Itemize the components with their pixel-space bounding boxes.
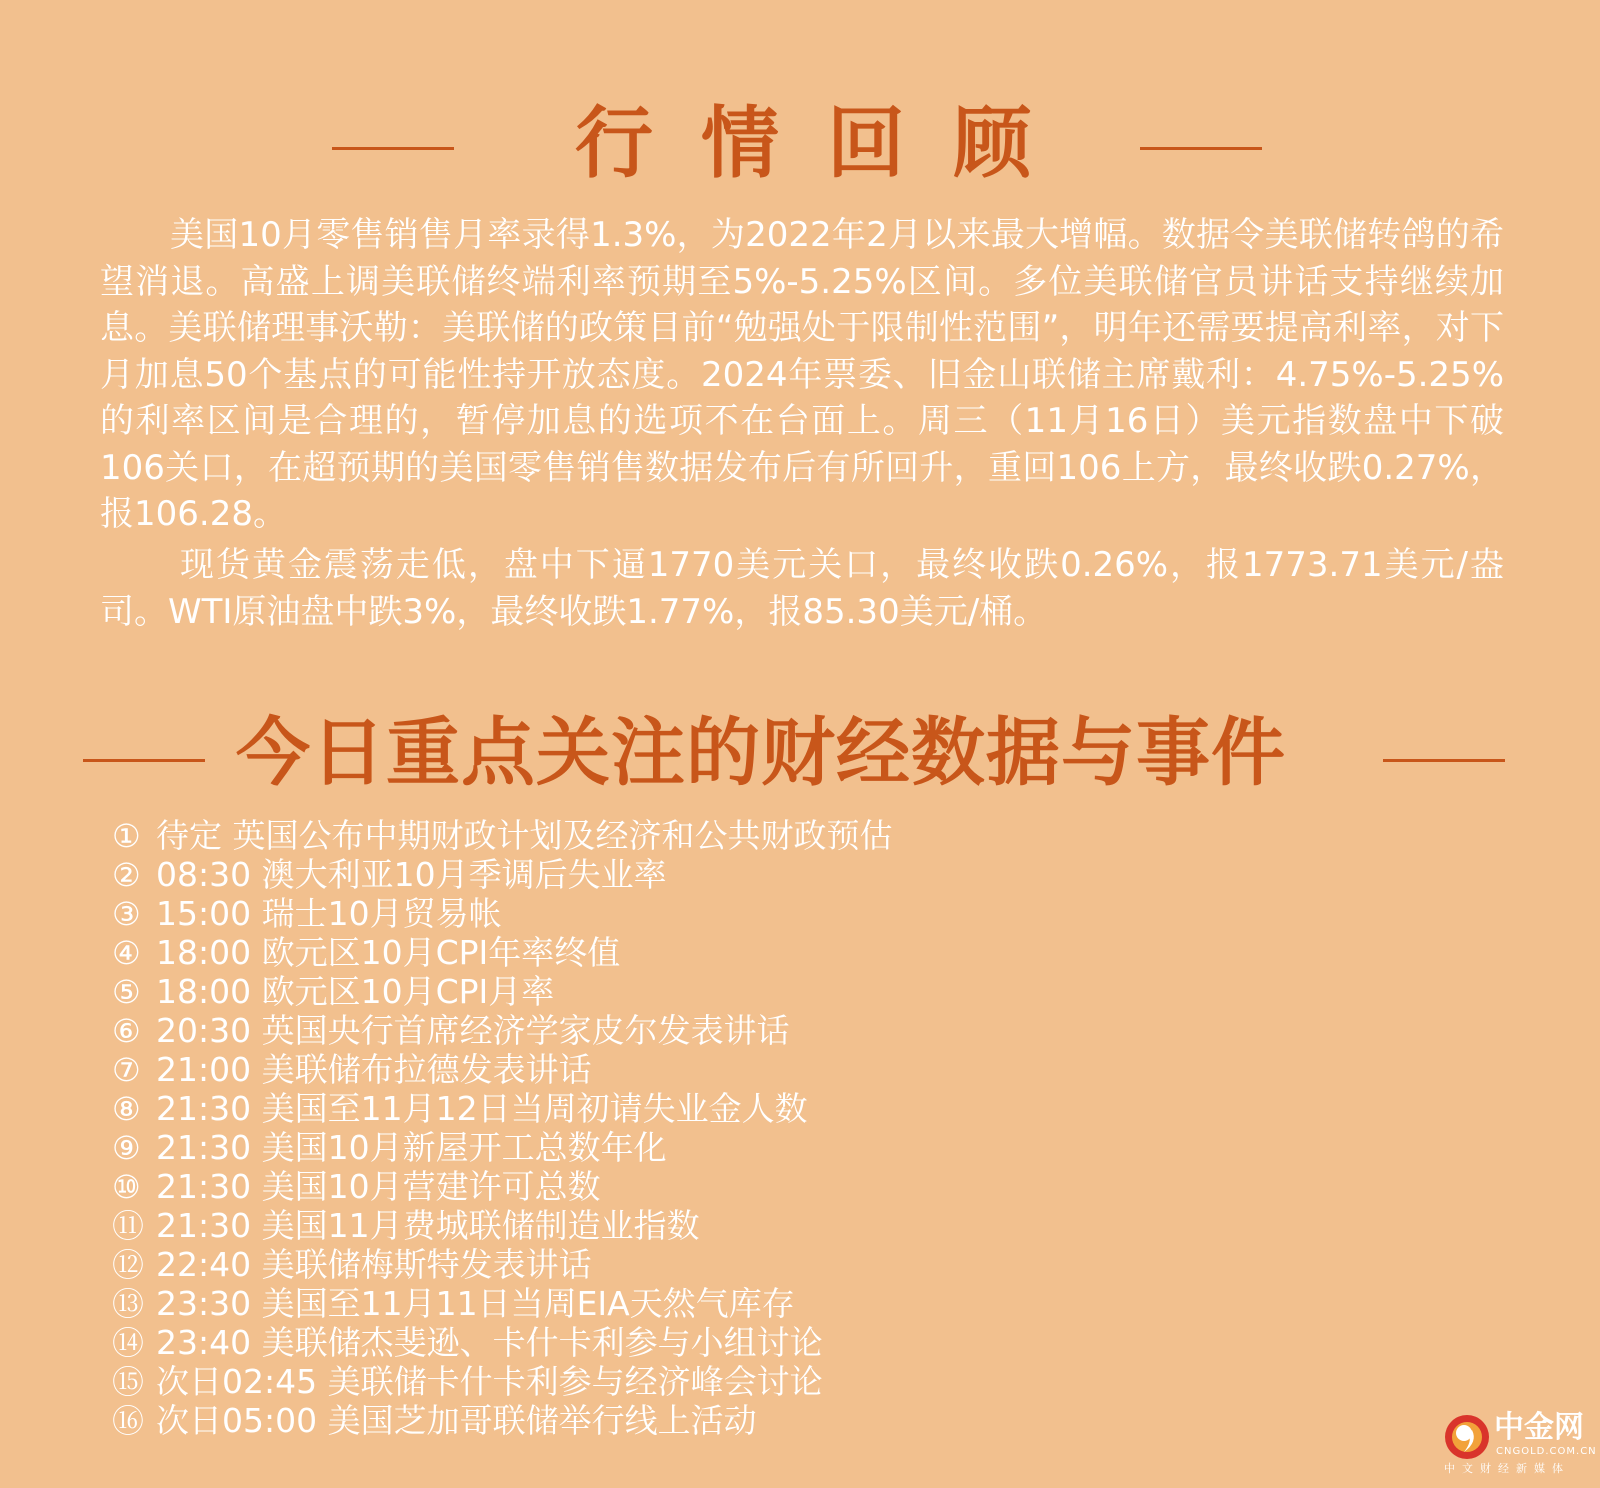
list-item xyxy=(112,1401,893,1440)
item-number: ⑮ xyxy=(112,1363,145,1401)
item-text: 23:30 美国至11月11日当周EIA天然气库存 xyxy=(156,1284,795,1323)
item-number: ⑬ xyxy=(112,1285,145,1323)
item-number: ④ xyxy=(112,934,141,972)
item-text: 15:00 瑞士10月贸易帐 xyxy=(156,894,502,933)
item-text: 21:30 美国11月费城联储制造业指数 xyxy=(156,1206,700,1245)
item-number: ⑤ xyxy=(112,973,141,1011)
item-number: ② xyxy=(112,856,141,894)
list-item xyxy=(112,1089,893,1128)
item-number: ⑫ xyxy=(112,1246,145,1284)
list-item xyxy=(112,1323,893,1362)
item-text: 18:00 欧元区10月CPI年率终值 xyxy=(156,933,621,972)
heading-decor-line-left xyxy=(332,147,454,150)
heading-decor-line-right xyxy=(1140,147,1262,150)
cngold-logo-icon xyxy=(1442,1412,1492,1462)
item-number: ⑩ xyxy=(112,1168,141,1206)
item-number: ⑦ xyxy=(112,1051,141,1089)
list-item xyxy=(112,1167,893,1206)
section2-title: 今日重点关注的财经数据与事件 xyxy=(236,710,1286,796)
item-text: 21:30 美国10月营建许可总数 xyxy=(156,1167,601,1206)
item-number: ⑪ xyxy=(112,1207,145,1245)
item-text: 次日02:45 美联储卡什卡利参与经济峰会讨论 xyxy=(156,1362,823,1401)
item-text: 20:30 英国央行首席经济学家皮尔发表讲话 xyxy=(156,1011,790,1050)
list-item xyxy=(112,1245,893,1284)
item-text: 23:40 美联储杰斐逊、卡什卡利参与小组讨论 xyxy=(156,1323,823,1362)
item-number: ⑧ xyxy=(112,1090,141,1128)
list-item xyxy=(112,972,893,1011)
item-number: ⑥ xyxy=(112,1012,141,1050)
list-item xyxy=(112,816,893,855)
list-item xyxy=(112,933,893,972)
item-text: 18:00 欧元区10月CPI月率 xyxy=(156,972,555,1011)
item-number: ⑭ xyxy=(112,1324,145,1362)
market-review-paragraph-1: 美国10月零售销售月率录得1.3%，为2022年2月以来最大增幅。数据令美联储转鸽的希望消退。高盛上调美联储终端利率预期至5%-5.25%区间。多位美联储官员讲话支持继续加息。美联储理事沃勒：美联储的政策目前“勉强处于限制性范围”，明年还需要提高利率，对下月加息50个基点的可能性持开放态度。2024年票委、旧金山联储主席戴利：4.75%-5.25%的利率区间是合理的，暂停加息的选项不在台面上。周三（11月16日）美元指数盘中下破106关口，在超预期的美国零售销售数据发布后有所回升，重回106上方，最终收跌0.27%，报106.28。 xyxy=(100,215,1504,534)
list-item xyxy=(112,855,893,894)
market-review-paragraph-2: 现货黄金震荡走低，盘中下逼1770美元关口，最终收跌0.26%，报1773.71美元/盎司。WTI原油盘中跌3%，最终收跌1.77%，报85.30美元/桶。 xyxy=(100,545,1504,632)
logo-tagline: 中文财经新媒体 xyxy=(1444,1462,1570,1475)
heading-decor-line-left xyxy=(83,759,205,762)
item-text: 21:30 美国至11月12日当周初请失业金人数 xyxy=(156,1089,808,1128)
item-number: ⑯ xyxy=(112,1402,145,1440)
list-item xyxy=(112,1284,893,1323)
logo-domain: CNGOLD.COM.CN xyxy=(1496,1446,1597,1457)
item-text: 待定 英国公布中期财政计划及经济和公共财政预估 xyxy=(156,816,893,855)
item-text: 08:30 澳大利亚10月季调后失业率 xyxy=(156,855,667,894)
list-item xyxy=(112,894,893,933)
item-text: 21:30 美国10月新屋开工总数年化 xyxy=(156,1128,667,1167)
list-item xyxy=(112,1011,893,1050)
cngold-logo xyxy=(1442,1410,1597,1478)
item-number: ① xyxy=(112,817,141,855)
section1-title: 行情回顾 xyxy=(575,99,1080,189)
list-item xyxy=(112,1050,893,1089)
event-list xyxy=(112,816,893,1440)
logo-title: 中金网 xyxy=(1494,1410,1584,1445)
item-number: ③ xyxy=(112,895,141,933)
heading-decor-line-right xyxy=(1383,759,1505,762)
list-item xyxy=(112,1206,893,1245)
item-text: 21:00 美联储布拉德发表讲话 xyxy=(156,1050,592,1089)
item-text: 次日05:00 美国芝加哥联储举行线上活动 xyxy=(156,1401,757,1440)
item-text: 22:40 美联储梅斯特发表讲话 xyxy=(156,1245,592,1284)
item-number: ⑨ xyxy=(112,1129,141,1167)
list-item xyxy=(112,1128,893,1167)
list-item xyxy=(112,1362,893,1401)
